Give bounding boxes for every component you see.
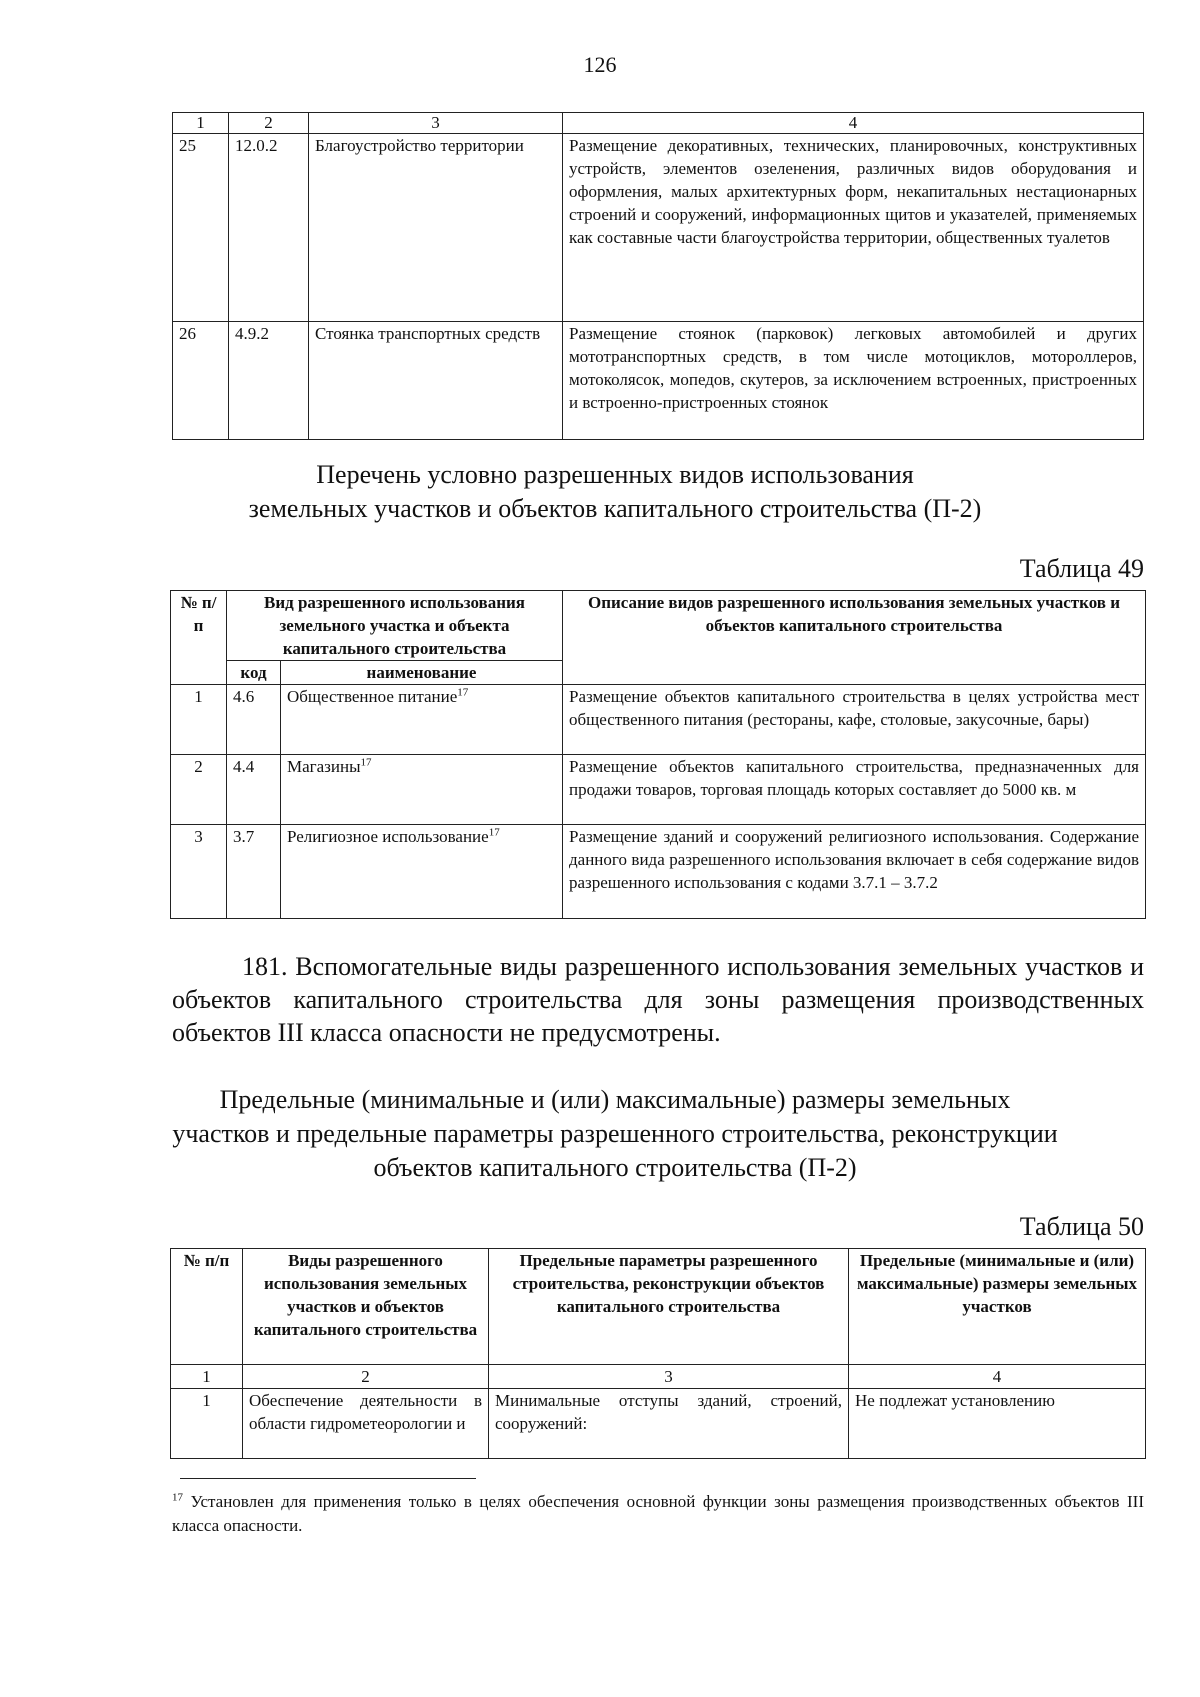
row-number: 1	[171, 685, 227, 755]
column-number-2: 2	[229, 113, 309, 134]
row-description: Размещение декоративных, технических, планировочных, конструктивных устройств, элементов озеленения, различных видов оборудования и оформления, малых архитектурных форм, некапитальных нестационарных строений и сооружений, информационных щитов и указателей, применяемых как составные части благоустройства территории, общественных туалетов	[563, 134, 1144, 322]
limit-parameters-heading: Предельные (минимальные и (или) максимальные) размеры земельных участков и предельные параметры разрешенного строительства, реконструкции объектов капитального строительства (П-2)	[172, 1085, 1058, 1182]
footnote-separator	[180, 1478, 476, 1479]
table-header-row	[171, 591, 1146, 661]
column-number-2: 2	[243, 1365, 489, 1389]
row-number: 25	[173, 134, 229, 322]
column-number-4: 4	[849, 1365, 1146, 1389]
row-name: Стоянка транспортных средств	[309, 322, 563, 440]
footnote	[172, 1490, 1144, 1538]
row-code: 12.0.2	[229, 134, 309, 322]
column-number-4: 4	[563, 113, 1144, 134]
row-code: 3.7	[227, 825, 281, 919]
header-kind: Виды разрешенного использования земельных участков и объектов капитального строительства	[243, 1249, 489, 1365]
table-header-row	[171, 1249, 1146, 1365]
row-name: Религиозное использование$^{17}$	[281, 825, 563, 919]
permitted-uses-table-continued	[172, 112, 1144, 440]
column-number-1: 1	[171, 1365, 243, 1389]
header-name: наименование	[281, 661, 563, 685]
limit-parameters-table	[170, 1248, 1146, 1459]
row-params: Минимальные отступы зданий, строений, сооружений:	[489, 1389, 849, 1459]
row-code: 4.9.2	[229, 322, 309, 440]
header-number: № п/п	[171, 591, 227, 685]
column-number-3: 3	[309, 113, 563, 134]
table-row	[173, 322, 1144, 440]
row-code: 4.6	[227, 685, 281, 755]
footnote-ref[interactable]: 17	[457, 686, 469, 699]
row-description: Размещение объектов капитального строительства, предназначенных для продажи товаров, торговая площадь которых составляет до 5000 кв. м	[563, 755, 1146, 825]
footnote-ref[interactable]: 17	[488, 826, 500, 839]
footnote-text: Установлен для применения только в целях обеспечения основной функции зоны размещения производственных объектов III класса опасности.	[172, 1492, 1144, 1535]
column-number-1: 1	[173, 113, 229, 134]
table-row	[171, 685, 1146, 755]
header-kind: Вид разрешенного использования земельного участка и объекта капитального строительства	[227, 591, 563, 661]
row-description: Размещение стоянок (парковок) легковых автомобилей и других мототранспортных средств, в том числе мотоциклов, мотороллеров, мотоколясок, мопедов, скутеров, за исключением встроенных, пристроенных и встроенно-пристроенных стоянок	[563, 322, 1144, 440]
conditional-uses-table	[170, 590, 1146, 919]
column-number-row	[171, 1365, 1146, 1389]
row-description: Размещение зданий и сооружений религиозного использования. Содержание данного вида разрешенного использования включает в себя содержание видов разрешенного использования с кодами 3.7.1 – 3.7.2	[563, 825, 1146, 919]
table-50-label: Таблица 50	[1019, 1212, 1144, 1241]
row-name: Магазины$^{17}$	[281, 755, 563, 825]
footnote-mark: 17	[172, 1491, 183, 1504]
conditional-uses-heading: Перечень условно разрешенных видов использования земельных участков и объектов капитального строительства (П-2)	[248, 460, 982, 523]
header-params: Предельные параметры разрешенного строительства, реконструкции объектов капитального строительства	[489, 1249, 849, 1365]
page-number: 126	[583, 52, 617, 77]
column-number-3: 3	[489, 1365, 849, 1389]
row-number: 2	[171, 755, 227, 825]
row-name: Общественное питание$^{17}$	[281, 685, 563, 755]
table-49-label: Таблица 49	[1019, 554, 1144, 583]
row-number: 1	[171, 1389, 243, 1459]
table-row	[171, 1389, 1146, 1459]
row-number: 3	[171, 825, 227, 919]
table-row	[171, 825, 1146, 919]
header-sizes: Предельные (минимальные и (или) максимальные) размеры земельных участков	[849, 1249, 1146, 1365]
row-name: Благоустройство территории	[309, 134, 563, 322]
paragraph-181: 181. Вспомогательные виды разрешенного использования земельных участков и объектов капитального строительства для зоны размещения производственных объектов III класса опасности не предусмотрены.	[172, 952, 1144, 1047]
row-code: 4.4	[227, 755, 281, 825]
header-number: № п/п	[171, 1249, 243, 1365]
header-code: код	[227, 661, 281, 685]
header-description: Описание видов разрешенного использования земельных участков и объектов капитального строительства	[563, 591, 1146, 685]
row-kind: Обеспечение деятельности в области гидрометеорологии и	[243, 1389, 489, 1459]
row-description: Размещение объектов капитального строительства в целях устройства мест общественного питания (рестораны, кафе, столовые, закусочные, бары)	[563, 685, 1146, 755]
footnote-ref[interactable]: 17	[360, 756, 372, 769]
table-row	[173, 134, 1144, 322]
table-header-row	[173, 113, 1144, 134]
table-row	[171, 755, 1146, 825]
row-number: 26	[173, 322, 229, 440]
row-sizes: Не подлежат установлению	[849, 1389, 1146, 1459]
